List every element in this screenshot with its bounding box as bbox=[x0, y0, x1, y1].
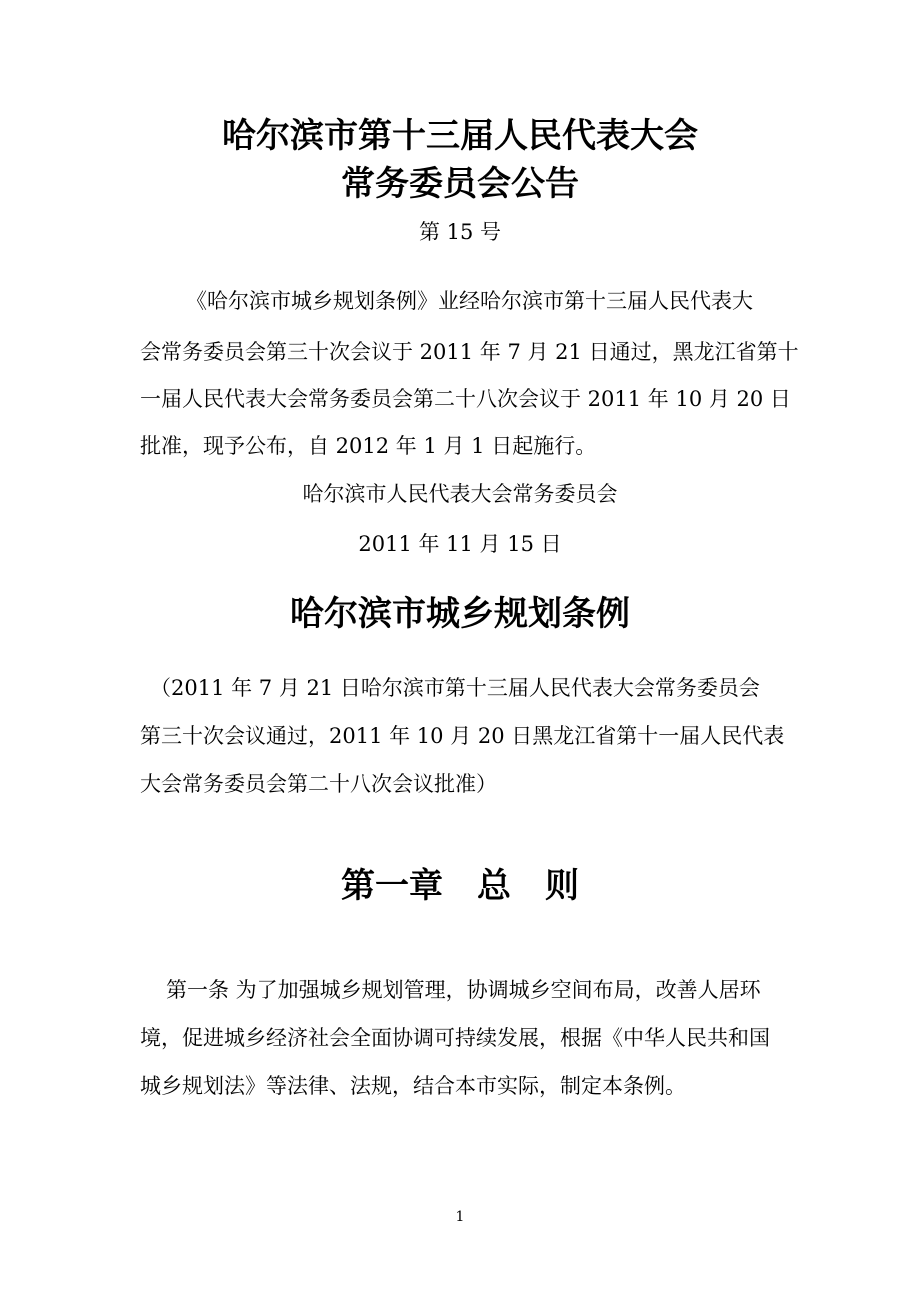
body-line: 一届人民代表大会常务委员会第二十八次会议于 2011 年 10 月 20 日 bbox=[140, 387, 791, 411]
body-line: 《哈尔滨市城乡规划条例》业经哈尔滨市第十三届人民代表大 bbox=[186, 289, 753, 313]
page-number: 1 bbox=[455, 1209, 465, 1225]
note-line: 大会常务委员会第二十八次会议批准） bbox=[140, 772, 497, 796]
signatory: 哈尔滨市人民代表大会常务委员会 bbox=[302, 482, 618, 506]
announcement-date: 2011 年 11 月 15 日 bbox=[358, 532, 562, 556]
article-line: 第一条 为了加强城乡规划管理，协调城乡空间布局，改善人居环 bbox=[166, 978, 761, 1002]
article-line: 境，促进城乡经济社会全面协调可持续发展，根据《中华人民共和国 bbox=[140, 1026, 770, 1050]
body-line: 批准，现予公布，自 2012 年 1 月 1 日起施行。 bbox=[140, 434, 597, 458]
chapter-title: 第一章 总 则 bbox=[341, 866, 579, 906]
announcement-title-line2: 常务委员会公告 bbox=[341, 164, 579, 204]
note-line: （2011 年 7 月 21 日哈尔滨市第十三届人民代表大会常务委员会 bbox=[150, 676, 760, 700]
note-line: 第三十次会议通过，2011 年 10 月 20 日黑龙江省第十一届人民代表 bbox=[140, 724, 785, 748]
article-line: 城乡规划法》等法律、法规，结合本市实际，制定本条例。 bbox=[140, 1074, 686, 1098]
body-line: 会常务委员会第三十次会议于 2011 年 7 月 21 日通过，黑龙江省第十 bbox=[140, 340, 799, 364]
announcement-number: 第 15 号 bbox=[418, 220, 502, 244]
announcement-title-line1: 哈尔滨市第十三届人民代表大会 bbox=[222, 116, 698, 156]
regulation-title: 哈尔滨市城乡规划条例 bbox=[290, 594, 630, 634]
